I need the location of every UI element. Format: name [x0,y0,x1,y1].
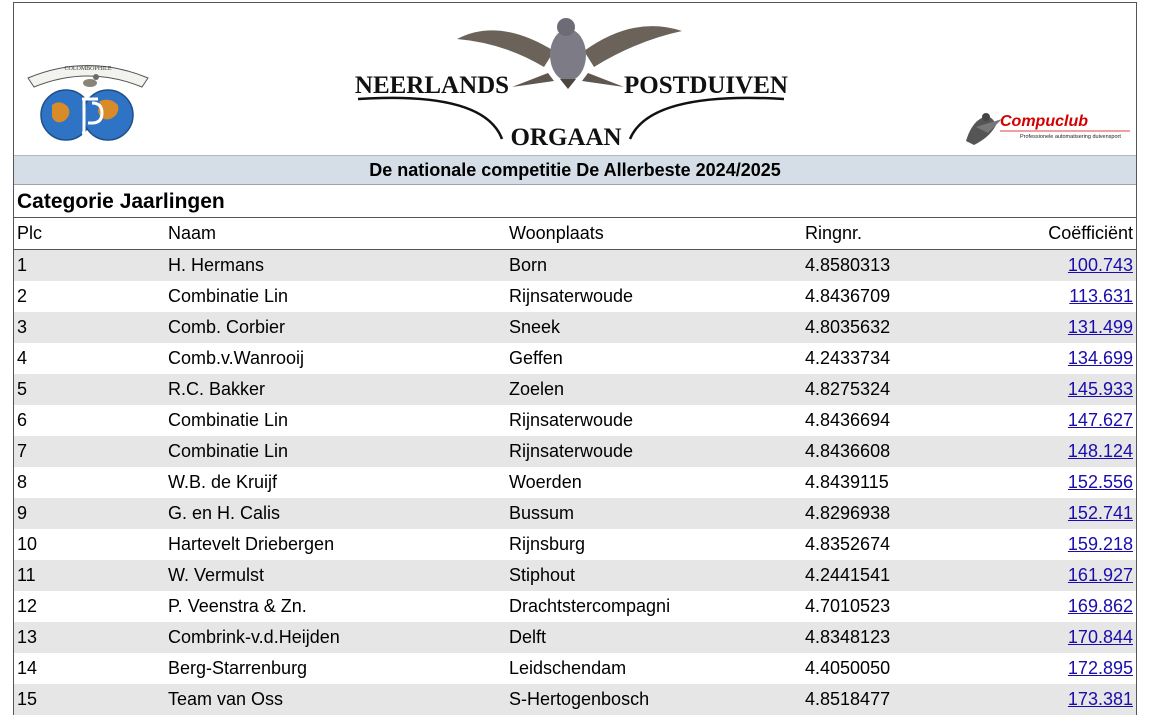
cell-coefficient [1008,653,1136,684]
cell-ringnr: 4.4050050 [805,658,891,678]
table-row [14,498,1136,529]
logo-word-orgaan: ORGAAN [510,124,622,151]
table-row [14,312,1136,343]
competition-title: De nationale competitie De Allerbeste 2024/2025 [14,155,1136,185]
cell-coefficient [1008,281,1136,312]
cell-ringnr: 4.8436709 [805,286,891,306]
coefficient-link[interactable]: 170.844 [1067,627,1133,647]
cell-ringnr: 4.8275324 [805,379,891,399]
coefficient-link[interactable]: 173.381 [1067,689,1133,709]
table-row [14,250,1136,282]
table-row [14,343,1136,374]
results-table [14,218,1136,715]
page-frame [13,2,1137,715]
cell-naam: Comb. Corbier [168,317,286,337]
cell-ringnr: 4.8352674 [805,534,891,554]
cell-coefficient [1008,250,1136,282]
table-row [14,281,1136,312]
cell-naam: G. en H. Calis [168,503,281,523]
cell-plc: 8 [17,472,28,492]
cell-plc: 4 [17,348,28,368]
cell-naam: Hartevelt Driebergen [168,534,335,554]
cell-coefficient [1008,622,1136,653]
coefficient-link[interactable]: 134.699 [1067,348,1133,368]
emblem-ribbon-text: COLOMBOPHILE [64,66,112,72]
cell-plc: 6 [17,410,28,430]
compuclub-name: Compuclub [1000,113,1088,130]
column-header-plc: Plc [14,218,165,250]
cell-woonplaats: Born [509,255,548,275]
coefficient-link[interactable]: 148.124 [1067,441,1133,461]
coefficient-link[interactable]: 100.743 [1067,255,1133,275]
cell-naam: W.B. de Kruijf [168,472,278,492]
table-row [14,560,1136,591]
cell-naam: Combinatie Lin [168,286,289,306]
cell-ringnr: 4.2433734 [805,348,891,368]
coefficient-link[interactable]: 131.499 [1067,317,1133,337]
cell-coefficient [1008,374,1136,405]
cell-ringnr: 4.8348123 [805,627,891,647]
cell-ringnr: 4.8035632 [805,317,891,337]
table-row [14,653,1136,684]
coefficient-link[interactable]: 159.218 [1067,534,1133,554]
cell-woonplaats: Rijnsburg [509,534,586,554]
cell-ringnr: 4.7010523 [805,596,891,616]
cell-woonplaats: Sneek [509,317,561,337]
cell-naam: P. Veenstra & Zn. [168,596,307,616]
cell-coefficient [1008,343,1136,374]
column-header-coefficient: Coëfficiënt [1008,218,1136,250]
cell-ringnr: 4.8439115 [805,472,889,492]
cell-coefficient [1008,591,1136,622]
compuclub-tagline: Professionele automatisering duivensport [1020,134,1121,140]
cell-coefficient [1008,405,1136,436]
cell-woonplaats: Stiphout [509,565,576,585]
cell-coefficient [1008,436,1136,467]
cell-plc: 13 [17,627,38,647]
cell-woonplaats: Zoelen [509,379,565,399]
coefficient-link[interactable]: 152.556 [1067,472,1133,492]
coefficient-link[interactable]: 113.631 [1069,286,1133,306]
cell-woonplaats: Rijnsaterwoude [509,410,634,430]
coefficient-link[interactable]: 145.933 [1067,379,1133,399]
cell-plc: 15 [17,689,38,709]
cell-naam: H. Hermans [168,255,265,275]
cell-woonplaats: Leidschendam [509,658,627,678]
coefficient-link[interactable]: 147.627 [1067,410,1133,430]
cell-woonplaats: Drachtstercompagni [509,596,671,616]
table-row [14,374,1136,405]
cell-plc: 1 [17,255,28,275]
cell-ringnr: 4.8580313 [805,255,891,275]
cell-coefficient [1008,312,1136,343]
cell-naam: Team van Oss [168,689,284,709]
cell-naam: Combrink-v.d.Heijden [168,627,340,647]
cell-coefficient [1008,498,1136,529]
logo-word-postduiven: POSTDUIVEN [624,72,788,99]
cell-ringnr: 4.2441541 [805,565,891,585]
table-row [14,529,1136,560]
cell-woonplaats: Delft [509,627,547,647]
cell-woonplaats: Woerden [509,472,582,492]
cell-naam: Comb.v.Wanrooij [168,348,305,368]
coefficient-link[interactable]: 161.927 [1067,565,1133,585]
cell-coefficient [1008,529,1136,560]
cell-plc: 14 [17,658,38,678]
cell-naam: Berg-Starrenburg [168,658,308,678]
cell-plc: 11 [17,565,36,585]
cell-woonplaats: S-Hertogenbosch [509,689,650,709]
logo-word-neerlands: NEERLANDS [354,72,510,99]
cell-naam: Combinatie Lin [168,410,289,430]
table-row [14,684,1136,715]
results-body [14,250,1136,715]
cell-naam: W. Vermulst [168,565,265,585]
table-row [14,436,1136,467]
cell-plc: 12 [17,596,38,616]
cell-naam: Combinatie Lin [168,441,289,461]
cell-plc: 10 [17,534,38,554]
cell-woonplaats: Rijnsaterwoude [509,286,634,306]
coefficient-link[interactable]: 169.862 [1067,596,1133,616]
table-row [14,467,1136,498]
cell-naam: R.C. Bakker [168,379,266,399]
cell-plc: 5 [17,379,28,399]
cell-woonplaats: Bussum [509,503,575,523]
cell-ringnr: 4.8436694 [805,410,891,430]
cell-woonplaats: Geffen [509,348,563,368]
cell-ringnr: 4.8436608 [805,441,891,461]
coefficient-link[interactable]: 152.741 [1067,503,1133,523]
cell-plc: 3 [17,317,28,337]
cell-woonplaats: Rijnsaterwoude [509,441,634,461]
cell-plc: 2 [17,286,28,306]
compuclub-logo [962,107,1134,151]
cell-ringnr: 4.8518477 [805,689,891,709]
compuclub-pigeon-icon [966,113,1002,145]
table-row [14,622,1136,653]
cell-coefficient [1008,560,1136,591]
table-row [14,591,1136,622]
table-row [14,405,1136,436]
globe-pigeon-emblem-icon [22,53,154,145]
column-header-woonplaats: Woonplaats [506,218,802,250]
cell-coefficient [1008,684,1136,715]
table-header-row [14,218,1136,250]
header-banner [14,3,1136,155]
coefficient-link[interactable]: 172.895 [1067,658,1133,678]
cell-plc: 7 [17,441,28,461]
cell-plc: 9 [17,503,28,523]
center-title-logo [334,9,804,155]
category-title: Categorie Jaarlingen [14,185,1136,218]
cell-coefficient [1008,467,1136,498]
cell-ringnr: 4.8296938 [805,503,891,523]
column-header-ringnr: Ringnr. [802,218,1008,250]
column-header-naam: Naam [165,218,506,250]
